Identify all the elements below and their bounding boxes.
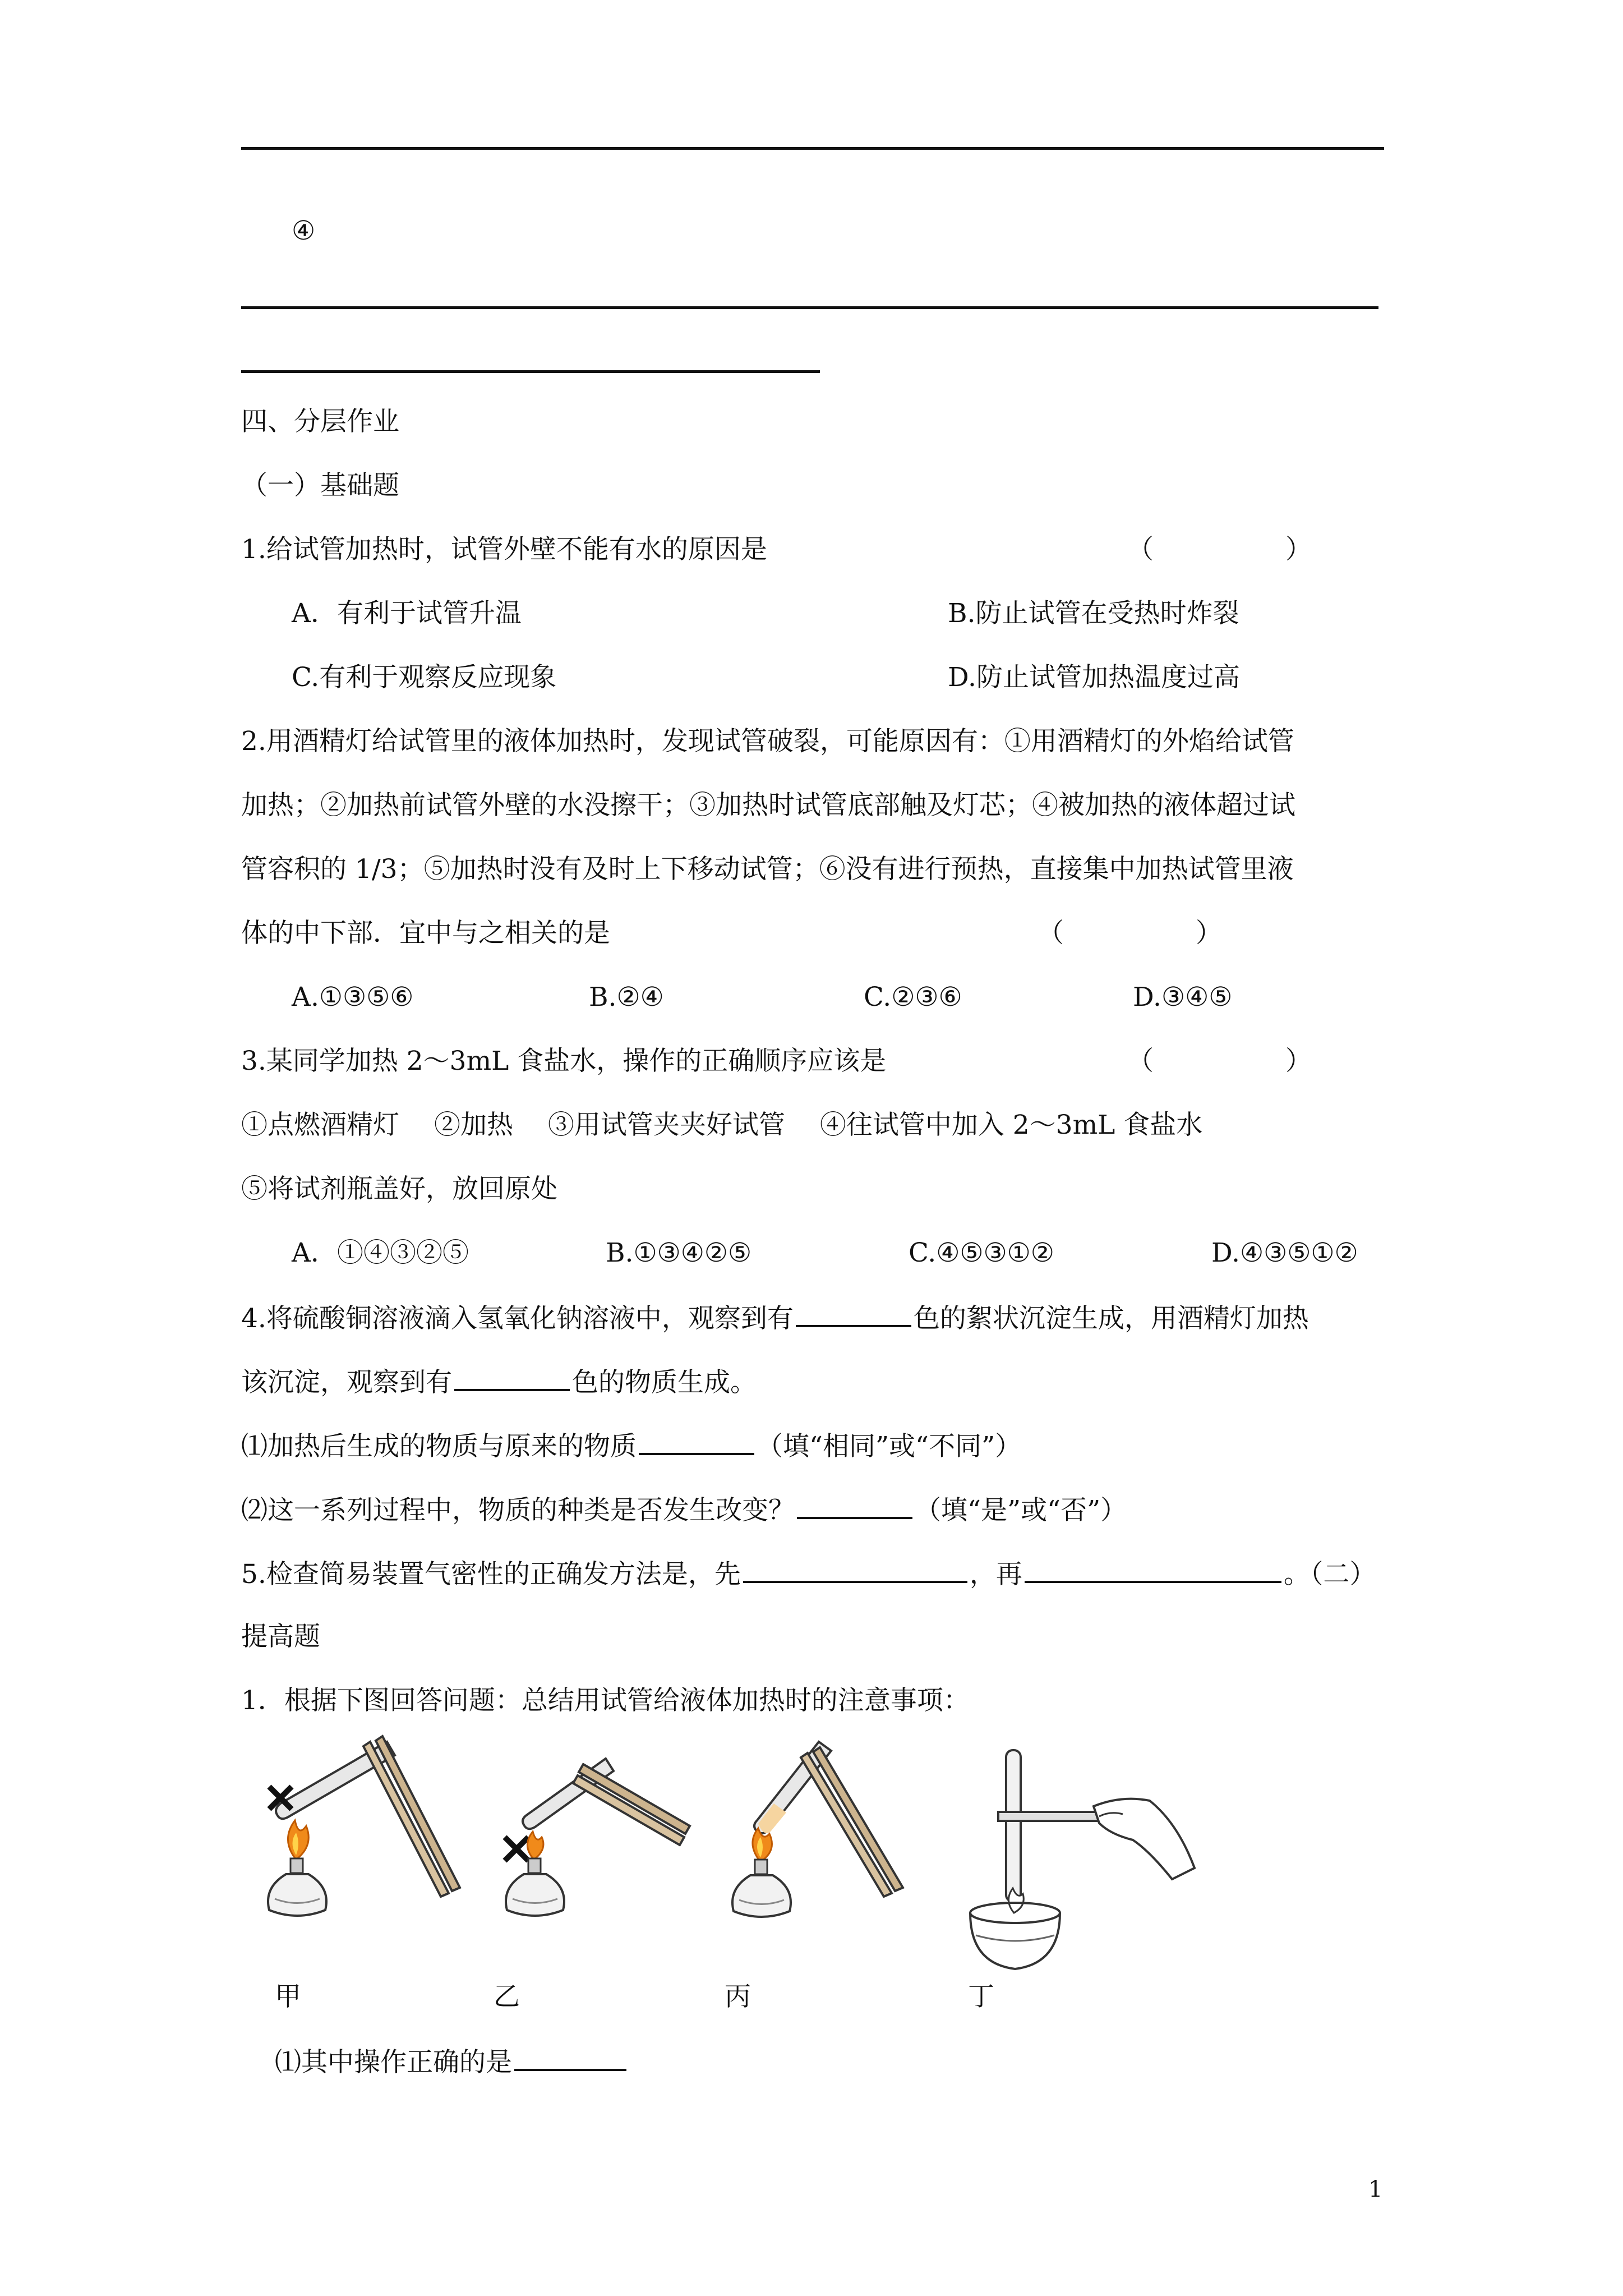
q4-sub-2-text: ⑵这一系列过程中，物质的种类是否发生改变？ (241, 1495, 795, 1526)
q2-line-3: 管容积的 1/3；⑤加热时没有及时上下移动试管；⑥没有进行预热，直接集中加热试管里液 (241, 854, 1294, 885)
q1-answer-bracket[interactable]: （ ） (1127, 534, 1312, 565)
q5-line (241, 1556, 1376, 1591)
q2-option-a: A.①③⑤⑥ (292, 982, 414, 1013)
q4-text-1a: 4.将硫酸铜溶液滴入氢氧化钠溶液中，观察到有 (241, 1303, 794, 1334)
wrong-cross-icon (505, 1837, 528, 1861)
q4-line-1 (241, 1300, 1309, 1336)
test-tube-icon (1006, 1750, 1021, 1902)
alcohol-lamp-icon (268, 1858, 326, 1916)
q3-option-c: C.④⑤③①② (909, 1237, 1054, 1268)
section-title: 四、分层作业 (241, 406, 399, 437)
adv-q1-blank-correct[interactable] (514, 2044, 626, 2071)
q1-option-b: B.防止试管在受热时炸裂 (948, 598, 1239, 629)
advanced-title: 提高题 (241, 1621, 320, 1652)
figure-ding-water-bath-heating (965, 1745, 1200, 1980)
alcohol-lamp-icon (506, 1858, 564, 1916)
figure-label-bing: 丙 (725, 1981, 751, 2012)
q1-stem: 1.给试管加热时，试管外壁不能有水的原因是 (241, 534, 767, 565)
q4-sub-1-hint: （填“相同”或“不同”） (757, 1431, 1022, 1462)
q4-text-2a: 该沉淀，观察到有 (241, 1367, 452, 1398)
q4-sub-1-text: ⑴加热后生成的物质与原来的物质 (241, 1431, 637, 1462)
q4-sub-2 (241, 1492, 1127, 1527)
basic-title: （一）基础题 (241, 470, 399, 501)
flame-icon (288, 1820, 308, 1860)
q2-option-b: B.②④ (589, 982, 664, 1013)
q2-option-d: D.③④⑤ (1133, 982, 1233, 1013)
adv-q1-sub-1 (275, 2044, 629, 2079)
q4-sub-1 (241, 1428, 1021, 1464)
q3-stem: 3.某同学加热 2～3mL 食盐水，操作的正确顺序应该是 (241, 1046, 887, 1076)
q5-blank-first[interactable] (743, 1556, 967, 1583)
adv-q1-sub-1-text: ⑴其中操作正确的是 (275, 2047, 512, 2078)
q2-option-c: C.②③⑥ (864, 982, 962, 1013)
q4-blank-same-different[interactable] (639, 1428, 754, 1455)
q3-option-a: A．①④③②⑤ (292, 1237, 469, 1268)
q1-option-a: A．有利于试管升温 (292, 598, 522, 629)
figure-jia-heating-tube-wrong (258, 1725, 471, 1949)
hand-icon (1094, 1799, 1195, 1879)
flame-icon (527, 1832, 543, 1860)
answer-line-1 (241, 306, 1378, 309)
q1-option-d: D.防止试管加热温度过高 (948, 662, 1240, 693)
q4-text-2b: 色的物质生成。 (572, 1367, 757, 1398)
q5-text-b: ，再 (969, 1559, 1022, 1590)
q4-text-1b: 色的絮状沉淀生成，用酒精灯加热 (913, 1303, 1309, 1334)
q2-line-1: 2.用酒精灯给试管里的液体加热时，发现试管破裂，可能原因有：①用酒精灯的外焰给试管 (241, 726, 1294, 757)
item-4-marker: ④ (292, 215, 316, 246)
q3-steps: ①点燃酒精灯 ②加热 ③用试管夹夹好试管 ④往试管中加入 2～3mL 食盐水 (241, 1110, 1203, 1140)
q4-sub-2-hint: （填“是”或“否”） (915, 1495, 1127, 1526)
q3-option-b: B.①③④②⑤ (606, 1237, 752, 1268)
clamp-icon (998, 1812, 1105, 1821)
q5-blank-then[interactable] (1025, 1556, 1281, 1583)
q3-step-5: ⑤将试剂瓶盖好，放回原处 (241, 1174, 557, 1204)
test-tube-holder-icon (801, 1747, 903, 1897)
q4-blank-color-2[interactable] (454, 1364, 570, 1391)
figure-label-yi: 乙 (494, 1981, 520, 2012)
q4-line-2 (241, 1364, 757, 1400)
page-number: 1 (1368, 2177, 1383, 2202)
figure-label-ding: 丁 (968, 1981, 994, 2012)
q2-line-4: 体的中下部．宜中与之相关的是 (241, 918, 610, 949)
q2-answer-bracket[interactable]: （ ） (1038, 918, 1222, 949)
q5-text-c: 。（二） (1283, 1559, 1376, 1590)
adv-q1-stem: 1．根据下图回答问题：总结用试管给液体加热时的注意事项： (241, 1685, 970, 1716)
figure-label-jia: 甲 (275, 1981, 301, 2012)
q1-option-c: C.有利于观察反应现象 (292, 662, 557, 693)
alcohol-lamp-icon (732, 1860, 791, 1917)
answer-line-2 (241, 370, 820, 373)
figure-yi-heating-tube-wrong (494, 1725, 695, 1949)
test-tube-holder-icon (573, 1764, 690, 1845)
q4-blank-color-1[interactable] (796, 1300, 911, 1327)
q3-option-d: D.④③⑤①② (1211, 1237, 1358, 1268)
q3-answer-bracket[interactable]: （ ） (1127, 1046, 1312, 1076)
q5-text-a: 5.检查简易装置气密性的正确发方法是，先 (241, 1559, 741, 1590)
q2-line-2: 加热；②加热前试管外壁的水没擦干；③加热时试管底部触及灯芯；④被加热的液体超过试 (241, 790, 1295, 821)
answer-line-top (241, 147, 1384, 150)
figure-bing-heating-tube-correct (723, 1725, 925, 1949)
test-tube-holder-icon (363, 1736, 460, 1897)
q4-blank-yes-no[interactable] (797, 1492, 912, 1519)
